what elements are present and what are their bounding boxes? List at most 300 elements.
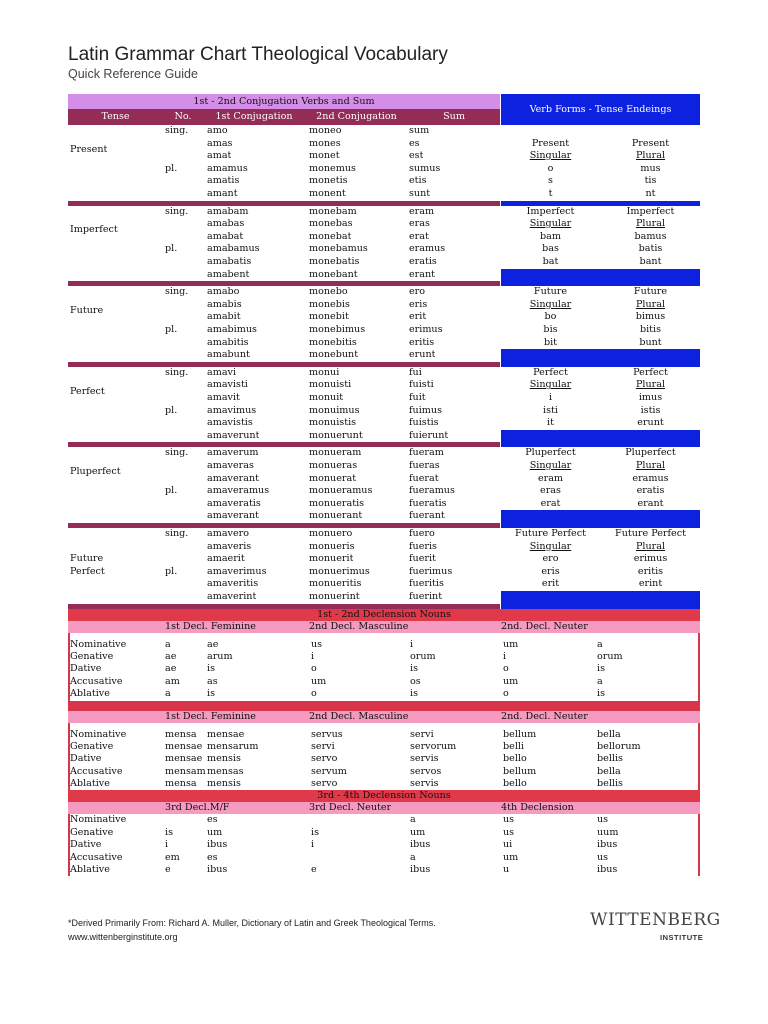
tense-name: Future (70, 553, 104, 565)
verb-form: monent (309, 188, 346, 199)
noun-cell: is (207, 663, 215, 675)
verb-form: fueritis (409, 578, 444, 590)
ending-value: o (547, 162, 554, 174)
ending-value: eram (537, 472, 564, 484)
verb-form: est (409, 150, 424, 162)
verb-form: fuerint (409, 590, 443, 602)
declension-header: 1st Decl. Feminine (165, 620, 256, 632)
noun-cell: o (311, 663, 317, 675)
noun-cell: os (410, 675, 421, 687)
verb-form: amatis (207, 175, 240, 187)
grammar-chart (68, 94, 700, 876)
ending-number-label: Singular (529, 540, 572, 552)
case-name: Nominative (70, 638, 127, 650)
noun-cell: um (503, 638, 519, 650)
ending-number-label: Plural (635, 379, 666, 391)
ending-value: nt (645, 188, 656, 199)
verb-form: amaerit (207, 553, 245, 565)
noun-cell: ibus (207, 839, 228, 851)
noun-cell: mensarum (207, 740, 259, 752)
tense-name: Imperfect (70, 224, 118, 236)
case-name: Genative (70, 826, 114, 838)
case-name: Dative (70, 839, 102, 851)
col-number: No. (174, 111, 192, 122)
verb-form: amabat (207, 230, 244, 242)
noun-cell: u (503, 864, 510, 876)
ending-value: eras (540, 485, 561, 497)
ending-value: bimus (635, 311, 666, 323)
verb-section-title: 1st - 2nd Conjugation Verbs and Sum (68, 94, 500, 109)
noun-cell: mensam (165, 765, 206, 777)
verb-form: erat (409, 230, 429, 242)
number-pl: pl. (165, 404, 178, 416)
verb-form: monebat (309, 230, 352, 242)
noun-cell: bellis (597, 753, 623, 765)
verb-form: monueramus (309, 485, 373, 497)
verb-form: monuistis (309, 417, 357, 429)
noun-cell: o (311, 688, 317, 700)
verb-form: amaveras (207, 459, 254, 471)
verb-form: monebatis (309, 255, 360, 267)
verb-form: monebamus (309, 243, 368, 255)
verb-form: fuerant (409, 510, 445, 522)
verb-form: sum (409, 125, 430, 136)
verb-form: amabit (207, 311, 241, 323)
verb-form: amaverant (207, 510, 259, 522)
website-link[interactable]: www.wittenberginstitute.org (68, 932, 178, 942)
declension-header: 2nd. Decl. Neuter (501, 710, 588, 722)
noun-row (70, 839, 698, 851)
tense-name: Perfect (70, 385, 105, 397)
ending-number-label: Plural (635, 150, 666, 162)
noun-cell: ui (503, 839, 513, 851)
verb-form: amaveratis (207, 497, 261, 509)
case-name: Accusative (70, 675, 123, 687)
noun-cell: ibus (597, 864, 618, 876)
ending-value: bo (544, 311, 557, 323)
declension-header: 3rd Decl. Neuter (309, 802, 392, 814)
declension-header: 3rd Decl.M/F (165, 802, 230, 814)
noun-cell: am (165, 675, 180, 687)
verb-form: monebit (309, 311, 349, 323)
verb-form: fui (409, 366, 422, 378)
noun-cell: mensis (207, 753, 241, 765)
ending-number-label: Singular (529, 218, 572, 230)
noun-cell: bello (503, 778, 527, 790)
verb-form: monuimus (309, 404, 360, 416)
ending-tense-label: Present (531, 137, 570, 149)
tense-name: Future (70, 305, 104, 317)
ending-number-label: Singular (529, 298, 572, 310)
noun-cell: bellum (503, 728, 537, 740)
ending-value: bis (543, 323, 558, 335)
ending-value: erant (637, 497, 664, 509)
declension-1-2-title: 1st - 2nd Declension Nouns (68, 609, 700, 621)
verb-form: fueras (409, 459, 440, 471)
verb-form: monebimus (309, 323, 366, 335)
verb-form: amabatis (207, 255, 252, 267)
noun-cell: mensas (207, 765, 244, 777)
noun-cell: us (503, 814, 515, 826)
verb-form: amant (207, 188, 238, 199)
noun-cell: servos (410, 765, 442, 777)
ending-value: erunt (637, 417, 664, 429)
ending-value: bas (542, 243, 559, 255)
verb-form: amaveritis (207, 578, 259, 590)
ending-value: eratis (636, 485, 665, 497)
col-second-conjugation: 2nd Conjugation (316, 111, 397, 122)
noun-cell: i (503, 650, 507, 662)
noun-row (70, 814, 698, 826)
case-name: Dative (70, 663, 102, 675)
noun-cell: us (597, 814, 609, 826)
noun-cell: um (311, 675, 327, 687)
case-name: Genative (70, 650, 114, 662)
noun-row (70, 852, 698, 864)
verb-form: amavero (207, 527, 249, 539)
ending-tense-label: Perfect (533, 366, 568, 378)
verb-form: monuisti (309, 379, 352, 391)
noun-row (70, 688, 698, 700)
noun-cell: orum (597, 650, 623, 662)
col-tense: Tense (101, 111, 130, 122)
verb-form: monueratis (309, 497, 365, 509)
verb-form: amabas (207, 218, 245, 230)
number-sing: sing. (165, 447, 189, 459)
noun-cell: mensae (207, 728, 245, 740)
verb-form: monui (309, 366, 340, 378)
ending-value: imus (638, 391, 663, 403)
declension-1-2-examples (68, 729, 700, 791)
verb-form: fuerit (409, 553, 436, 565)
ending-value: eramus (632, 472, 669, 484)
page-title: Latin Grammar Chart Theological Vocabulary (68, 44, 448, 65)
case-name: Accusative (70, 851, 123, 863)
source-note: *Derived Primarily From: Richard A. Muller, Dictionary of Latin and Greek Theological Terms. (68, 918, 436, 928)
tense-block (68, 206, 700, 282)
ending-tense-label: Future (533, 286, 568, 298)
verb-form: amaverant (207, 472, 259, 484)
noun-cell: mensae (165, 753, 203, 765)
noun-cell: es (207, 851, 218, 863)
noun-cell: a (165, 688, 171, 700)
verb-form: eras (409, 218, 430, 230)
declension-header: 4th Declension (501, 802, 574, 814)
number-pl: pl. (165, 485, 178, 497)
case-name: Dative (70, 753, 102, 765)
noun-row (70, 741, 698, 753)
ending-value: erint (638, 578, 663, 590)
verb-form: monueram (309, 447, 362, 459)
noun-cell: mensa (165, 778, 197, 790)
noun-cell: i (410, 638, 414, 650)
verb-form: fuimus (409, 404, 442, 416)
verb-form: erant (409, 268, 436, 280)
verb-form: monemus (309, 162, 356, 174)
noun-row (70, 676, 698, 688)
noun-cell: ibus (410, 839, 431, 851)
noun-cell: servi (311, 740, 335, 752)
ending-number-label: Singular (529, 459, 572, 471)
declension-3-4-endings (68, 814, 700, 876)
noun-cell: bella (597, 728, 621, 740)
verb-form: monueras (309, 459, 358, 471)
noun-cell: uum (597, 826, 619, 838)
noun-cell: ae (165, 650, 177, 662)
verb-form: amavit (207, 391, 240, 403)
noun-cell: orum (410, 650, 436, 662)
noun-row (70, 778, 698, 790)
noun-cell: a (597, 638, 603, 650)
verb-form: amabis (207, 298, 242, 310)
ending-number-label: Plural (635, 540, 666, 552)
ending-value: bit (543, 336, 558, 348)
noun-cell: ibus (207, 864, 228, 876)
verb-form: ero (409, 286, 426, 298)
ending-value: i (548, 391, 553, 403)
noun-cell: is (597, 663, 605, 675)
noun-row (70, 753, 698, 765)
tense-block (68, 528, 700, 604)
noun-row (70, 639, 698, 651)
ending-tense-label: Future Perfect (515, 527, 586, 539)
ending-value: ero (542, 553, 559, 565)
case-name: Accusative (70, 765, 123, 777)
verb-form: amavisti (207, 379, 248, 391)
tense-block (68, 286, 700, 362)
verb-form: monuerimus (309, 565, 370, 577)
verb-form: fuerat (409, 472, 439, 484)
noun-cell: mensae (165, 740, 203, 752)
ending-value: bamus (634, 230, 667, 242)
col-first-conjugation: 1st Conjugation (215, 111, 293, 122)
verb-form: fueris (409, 540, 437, 552)
noun-cell: ibus (410, 864, 431, 876)
logo-subtitle: INSTITUTE (660, 933, 704, 942)
ending-value: bunt (639, 336, 662, 348)
verb-form: eritis (409, 336, 435, 348)
declension-header: 2nd. Decl. Neuter (501, 620, 588, 632)
declension-3-4-headers (68, 802, 700, 814)
ending-value: eris (541, 565, 560, 577)
noun-cell: servo (311, 778, 338, 790)
declension-1-2-headers-examples (68, 711, 700, 723)
noun-cell: us (503, 826, 515, 838)
tense-name: Present (70, 143, 108, 155)
ending-value: t (548, 188, 553, 199)
noun-cell: um (207, 826, 223, 838)
ending-value: mus (640, 162, 661, 174)
noun-cell: servus (311, 728, 343, 740)
ending-value: bitis (639, 323, 662, 335)
noun-cell: bellis (597, 778, 623, 790)
ending-value: erat (540, 497, 561, 509)
verb-form: eris (409, 298, 428, 310)
verb-form: monuerint (309, 590, 360, 602)
ending-tense-label: Imperfect (626, 205, 675, 217)
verb-form: monebant (309, 268, 358, 280)
verb-form: amavimus (207, 404, 257, 416)
ending-tense-label: Pluperfect (625, 447, 676, 459)
noun-cell: i (311, 650, 315, 662)
verb-form: fuistis (409, 417, 439, 429)
noun-row (70, 651, 698, 663)
verb-form: fuit (409, 391, 426, 403)
number-pl: pl. (165, 243, 178, 255)
noun-cell: a (410, 851, 416, 863)
noun-cell: servorum (410, 740, 457, 752)
verb-column-headers (68, 109, 500, 125)
noun-cell: bella (597, 765, 621, 777)
verb-form: amaveris (207, 540, 252, 552)
noun-cell: ae (207, 638, 219, 650)
verb-form: monuerit (309, 553, 354, 565)
noun-cell: is (410, 688, 418, 700)
verb-form: amavistis (207, 417, 253, 429)
verb-form: amas (207, 137, 233, 149)
verb-form: monuerant (309, 510, 363, 522)
verb-form: monueritis (309, 578, 362, 590)
noun-cell: is (165, 826, 173, 838)
ending-value: batis (638, 243, 663, 255)
ending-number-label: Plural (635, 298, 666, 310)
number-sing: sing. (165, 205, 189, 217)
number-sing: sing. (165, 527, 189, 539)
noun-cell: ibus (597, 839, 618, 851)
verb-form: amabamus (207, 243, 260, 255)
noun-cell: a (165, 638, 171, 650)
verb-form: fuero (409, 527, 435, 539)
noun-cell: um (503, 675, 519, 687)
verb-form: fuierunt (409, 429, 449, 441)
verb-form: erunt (409, 349, 436, 361)
verb-form: monebis (309, 298, 350, 310)
verb-form: monuero (309, 527, 353, 539)
number-sing: sing. (165, 366, 189, 378)
case-name: Nominative (70, 814, 127, 826)
declension-header: 2nd Decl. Masculine (309, 620, 409, 632)
verb-form: fueramus (409, 485, 455, 497)
verb-form: erit (409, 311, 427, 323)
declension-1-2-endings (68, 639, 700, 701)
ending-value: eritis (637, 565, 664, 577)
verb-form: amo (207, 125, 228, 136)
noun-cell: i (311, 839, 315, 851)
ending-tense-label: Perfect (633, 366, 668, 378)
noun-cell: is (410, 663, 418, 675)
number-sing: sing. (165, 125, 189, 136)
verb-form: amaverint (207, 590, 257, 602)
number-pl: pl. (165, 162, 178, 174)
ending-value: s (548, 175, 553, 187)
verb-form: amabunt (207, 349, 250, 361)
noun-cell: mensa (165, 728, 197, 740)
noun-cell: servis (410, 753, 439, 765)
tense-block (68, 367, 700, 443)
verb-form: amabimus (207, 323, 257, 335)
noun-cell: ae (165, 663, 177, 675)
noun-cell: e (311, 864, 317, 876)
verb-form: monuit (309, 391, 344, 403)
tense-block (68, 447, 700, 523)
verb-form: monebas (309, 218, 353, 230)
ending-value: bant (639, 255, 662, 267)
ending-number-label: Singular (529, 379, 572, 391)
verb-form: sumus (409, 162, 441, 174)
ending-value: bam (540, 230, 561, 242)
noun-row (70, 766, 698, 778)
verb-form: monebo (309, 286, 348, 298)
verb-form: fuerimus (409, 565, 453, 577)
number-pl: pl. (165, 323, 178, 335)
verb-form: amabo (207, 286, 240, 298)
ending-value: istis (640, 404, 661, 416)
noun-cell: bellum (503, 765, 537, 777)
verb-form: amavi (207, 366, 237, 378)
case-name: Ablative (70, 688, 110, 700)
noun-cell: is (597, 688, 605, 700)
noun-cell: arum (207, 650, 233, 662)
noun-cell: is (207, 688, 215, 700)
noun-row (70, 827, 698, 839)
verb-form: erimus (409, 323, 443, 335)
ending-value: bat (542, 255, 559, 267)
noun-cell: us (597, 851, 609, 863)
declension-header: 1st Decl. Feminine (165, 710, 256, 722)
verb-form: amat (207, 150, 232, 162)
verb-form: fuisti (409, 379, 434, 391)
case-name: Genative (70, 740, 114, 752)
verb-form: mones (309, 137, 341, 149)
endings-title: Verb Forms - Tense Endeings (501, 94, 700, 125)
ending-number-label: Singular (529, 150, 572, 162)
noun-cell: i (165, 839, 169, 851)
noun-cell: e (165, 864, 171, 876)
col-sum: Sum (443, 111, 465, 122)
verb-form: monebitis (309, 336, 357, 348)
verb-form: monuerat (309, 472, 357, 484)
declension-1-2-headers (68, 621, 700, 633)
tense-name: Perfect (70, 565, 105, 577)
verb-form: amabitis (207, 336, 249, 348)
verb-form: amaveramus (207, 485, 270, 497)
verb-form: amamus (207, 162, 248, 174)
verb-form: amaverum (207, 447, 259, 459)
declension-3-4-title: 3rd - 4th Declension Nouns (68, 790, 700, 802)
noun-cell: servo (311, 753, 338, 765)
tense-name: Pluperfect (70, 466, 121, 478)
noun-cell: servi (410, 728, 434, 740)
number-sing: sing. (165, 286, 189, 298)
noun-cell: um (503, 851, 519, 863)
wittenberg-logo: WITTENBERG (590, 910, 721, 930)
case-name: Ablative (70, 778, 110, 790)
ending-tense-label: Pluperfect (525, 447, 576, 459)
noun-row (70, 864, 698, 876)
ending-number-label: Plural (635, 459, 666, 471)
verb-form: eratis (409, 255, 437, 267)
ending-number-label: Plural (635, 218, 666, 230)
noun-row (70, 663, 698, 675)
noun-cell: servum (311, 765, 347, 777)
ending-value: erimus (633, 553, 668, 565)
divider-bar (68, 604, 500, 609)
verb-form: monuerunt (309, 429, 363, 441)
noun-cell: bellorum (597, 740, 641, 752)
verb-form: fueratis (409, 497, 447, 509)
verb-form: moneo (309, 125, 342, 136)
verb-form: fueram (409, 447, 444, 459)
